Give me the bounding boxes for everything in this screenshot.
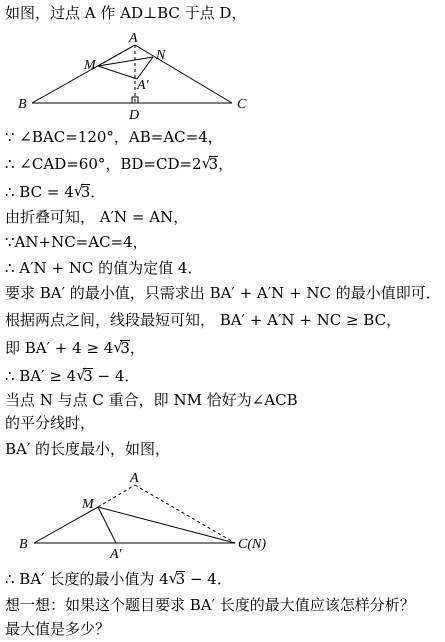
label-d: D xyxy=(129,108,140,123)
label-m-2: M xyxy=(82,497,94,512)
text-fragment: 即 BA′ + 4 ≥ 4 xyxy=(5,339,114,357)
segment-ma-prime xyxy=(98,66,137,79)
sqrt-symbol xyxy=(113,339,130,357)
sqrt-symbol xyxy=(76,367,93,385)
segment-a-prime-n xyxy=(137,57,153,79)
segment-ba xyxy=(32,45,135,103)
sqrt-radicand: 3 xyxy=(120,339,130,357)
text-line-given: ∵ ∠BAC=120°，AB=AC=4， xyxy=(5,128,223,146)
label-m: M xyxy=(84,58,96,73)
text-fragment: ∴ BA′ ≥ 4 xyxy=(5,367,77,385)
label-b-2: B xyxy=(19,537,28,552)
text-fragment: ， xyxy=(218,155,234,173)
segment-mc-2 xyxy=(98,507,235,543)
text-fragment: ∴ BA′ 长度的最小值为 4 xyxy=(5,570,169,588)
label-cn-2: C(N) xyxy=(238,537,266,552)
segment-ma-dashed xyxy=(98,45,135,66)
label-c: C xyxy=(237,97,247,112)
label-a-prime: A′ xyxy=(137,78,149,93)
segment-ma-dashed-2 xyxy=(98,485,135,507)
text-line-shortest: 根据两点之间，线段最短可知， BA′ + A′N + NC ≥ BC， xyxy=(5,311,402,329)
sqrt-symbol xyxy=(169,570,186,588)
text-line-think: 想一想：如果这个题目要求 BA′ 长度的最大值应该怎样分析？ xyxy=(5,596,415,614)
text-line-an-nc: ∵AN+NC=AC=4， xyxy=(5,233,148,251)
segment-mn xyxy=(98,57,153,66)
text-line-bisector: 的平分线时， xyxy=(5,414,96,432)
segment-ac xyxy=(135,45,232,103)
label-n: N xyxy=(156,48,166,63)
right-angle-mark xyxy=(132,97,138,103)
text-line-coincide: 当点 N 与点 C 重合，即 NM 恰好为∠ACB xyxy=(5,391,298,409)
text-line-question: 最大值是多少？ xyxy=(5,620,111,638)
text-fragment: ∴ BC = 4 xyxy=(5,183,74,201)
sqrt-symbol xyxy=(202,155,219,173)
text-line-inequality xyxy=(5,339,145,357)
text-line-bc xyxy=(5,183,105,201)
text-line-fold: 由折叠可知， A′N = AN， xyxy=(5,208,189,226)
text-line-ba-min: BA′ 的长度最小，如图， xyxy=(5,440,171,458)
sqrt-radicand: 3 xyxy=(175,570,186,588)
text-line-intro: 如图，过点 A 作 AD⊥BC 于点 D， xyxy=(5,4,247,22)
segment-ma-prime-2 xyxy=(98,507,116,543)
sqrt-symbol xyxy=(74,183,91,201)
text-line-ba-bound xyxy=(5,367,139,385)
sqrt-radicand: 3 xyxy=(208,155,219,173)
text-line-result xyxy=(5,570,232,588)
label-a-prime-2: A′ xyxy=(110,547,122,562)
text-line-minimum: 要求 BA′ 的最小值，只需求出 BA′ + A′N + NC 的最小值即可． xyxy=(5,284,441,302)
segment-ac-dashed-2 xyxy=(135,485,235,543)
text-fragment: − 4． xyxy=(185,570,232,588)
label-a-2: A xyxy=(130,471,139,486)
sqrt-radicand: 3 xyxy=(83,367,93,385)
text-fragment: ， xyxy=(129,339,145,357)
text-fragment: ∴ ∠CAD=60°，BD=CD=2 xyxy=(5,155,202,173)
label-b: B xyxy=(18,97,27,112)
sqrt-radicand: 3 xyxy=(80,183,91,201)
text-fragment: − 4． xyxy=(92,367,140,385)
segment-bm-2 xyxy=(34,507,98,543)
text-line-cad xyxy=(5,155,233,173)
text-fragment: ． xyxy=(90,183,106,201)
text-line-constant: ∴ A′N + NC 的值为定值 4． xyxy=(5,259,203,277)
label-a: A xyxy=(129,31,138,46)
